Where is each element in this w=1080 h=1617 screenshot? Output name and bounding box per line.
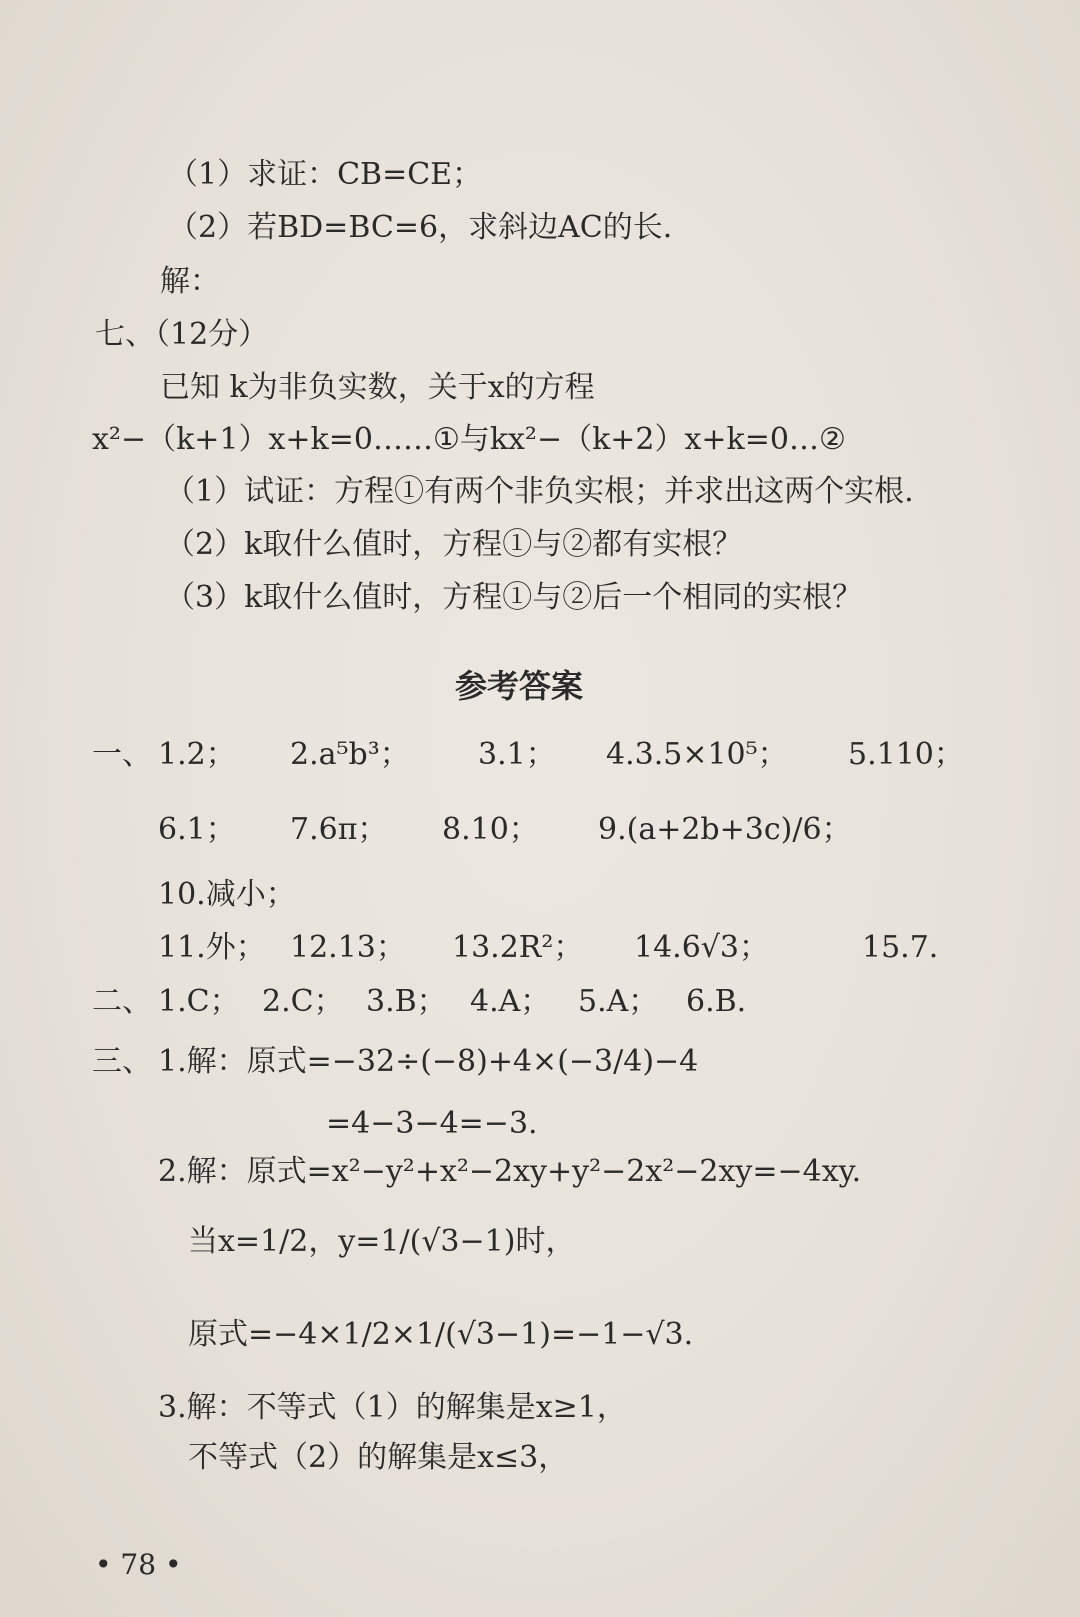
section1-label: 一、 xyxy=(92,737,152,772)
problem7-part3: （3）k取什么值时，方程①与②后一个相同的实根？ xyxy=(165,580,863,615)
problem6-solution-label: 解： xyxy=(160,264,220,299)
answer-2-3: 3.B； xyxy=(366,984,447,1019)
answer-2-6: 6.B. xyxy=(686,984,747,1019)
answer-3-2-line2: 当x=1/2，y=1/(√3−1)时， xyxy=(188,1224,576,1259)
problem7-part1: （1）试证：方程①有两个非负实根；并求出这两个实根. xyxy=(165,474,914,509)
answer-2-5: 5.A； xyxy=(578,984,659,1019)
answer-1-4: 4.3.5×10⁵； xyxy=(606,737,788,772)
answer-1-5: 5.110； xyxy=(848,737,964,772)
answer-1-6: 6.1； xyxy=(158,812,236,847)
answer-3-3-line2: 不等式（2）的解集是x≤3， xyxy=(188,1440,569,1475)
answer-1-13: 13.2R²； xyxy=(452,930,584,965)
answer-1-2: 2.a⁵b³； xyxy=(290,737,410,772)
section2-label: 二、 xyxy=(92,984,152,1019)
answer-2-2: 2.C； xyxy=(262,984,344,1019)
answer-1-11: 11.外； xyxy=(158,930,266,965)
answer-3-1-line1: 1.解：原式=−32÷(−8)+4×(−3/4)−4 xyxy=(158,1044,699,1079)
page-number: • 78 • xyxy=(95,1548,182,1581)
answer-1-10: 10.减小； xyxy=(158,877,296,912)
answer-3-2-line1: 2.解：原式=x²−y²+x²−2xy+y²−2x²−2xy=−4xy. xyxy=(158,1154,862,1189)
answer-2-4: 4.A； xyxy=(470,984,551,1019)
answer-1-15: 15.7. xyxy=(862,930,939,965)
problem6-part2: （2）若BD=BC=6，求斜边AC的长. xyxy=(168,210,673,245)
problem7-part2: （2）k取什么值时，方程①与②都有实根？ xyxy=(165,527,743,562)
problem6-part1: （1）求证：CB=CE； xyxy=(168,157,483,192)
section3-label: 三、 xyxy=(92,1044,152,1079)
answer-3-2-line3: 原式=−4×1/2×1/(√3−1)=−1−√3. xyxy=(188,1317,694,1352)
answer-1-1: 1.2； xyxy=(158,737,236,772)
answer-3-3-line1: 3.解：不等式（1）的解集是x≥1， xyxy=(158,1390,627,1425)
answer-1-8: 8.10； xyxy=(442,812,539,847)
answer-2-1: 1.C； xyxy=(158,984,240,1019)
answers-title: 参考答案 xyxy=(455,667,584,705)
answer-1-3: 3.1； xyxy=(478,737,556,772)
answer-1-12: 12.13； xyxy=(290,930,406,965)
answer-3-1-line2: =4−3−4=−3. xyxy=(326,1106,538,1141)
problem7-given: 已知 k为非负实数，关于x的方程 xyxy=(160,370,595,405)
answer-1-7: 7.6π； xyxy=(290,812,388,847)
problem7-header: 七、（12分） xyxy=(95,317,269,352)
problem7-equations: x²−（k+1）x+k=0……①与kx²−（k+2）x+k=0…② xyxy=(92,422,846,457)
answer-1-14: 14.6√3； xyxy=(634,930,769,965)
answer-1-9: 9.(a+2b+3c)/6； xyxy=(598,812,852,847)
